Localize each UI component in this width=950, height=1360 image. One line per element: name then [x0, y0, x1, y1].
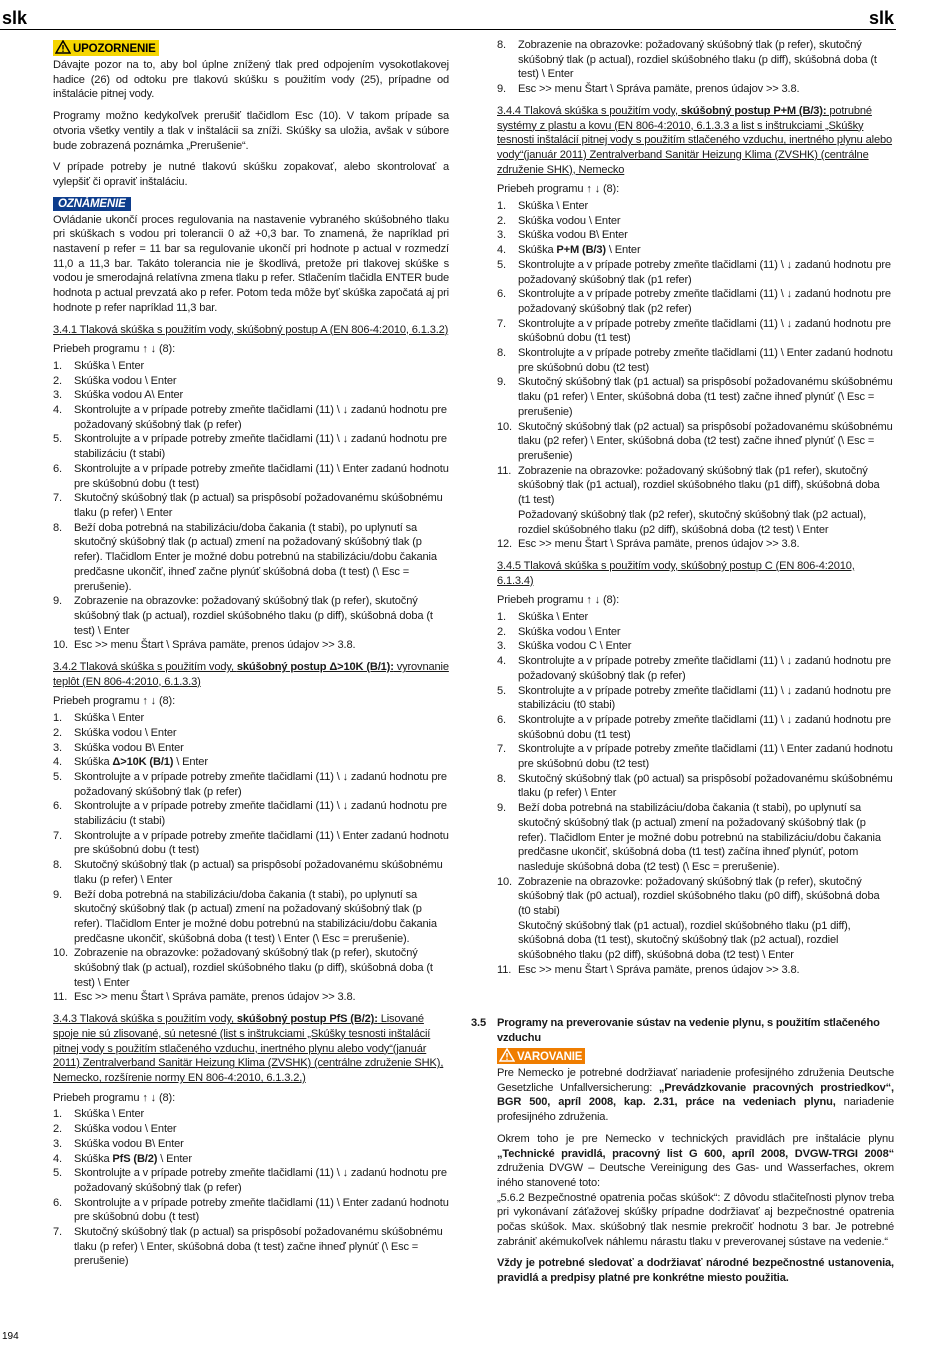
section-344-intro: Priebeh programu ↑ ↓ (8):	[497, 183, 620, 196]
list-item: 1. Skúška \ Enter	[497, 611, 589, 624]
section-344-steps	[497, 199, 894, 552]
list-item: 3. Skúška vodou B\ Enter	[53, 741, 184, 754]
list-item: 6. Skontrolujte a v prípade potreby zmeňte tlačidlami (11) \ Enter zadanú hodnotu pre skúšobnú dobu (t test)	[53, 462, 449, 490]
list-item: 6. Skontrolujte a v prípade potreby zmeňte tlačidlami (11) \ ↓ zadanú hodnotu pre požadovaný skúšobný tlak (p2 refer)	[497, 288, 891, 315]
list-item: 10. Esc >> menu Štart \ Správa pamäte, prenos údajov >> 3.8.	[53, 639, 356, 652]
section-344-title: 3.4.4 Tlaková skúška s použitím vody, skúšobný postup P+M (B/3): potrubné systémy z plastu a kovu (EN 806-4:2010, 6.1.3.3 a list s inštrukciami „Skúšky tesnosti inštalácií pitnej vody s použitím stlačeného vzduchu, inertného plynu alebo vody“(január 2011) Zentralverband Sanitär Heizung Klima (ZVSHK) (centrálne združenie SHK), Nemecko	[497, 104, 893, 176]
list-item: 4. Skontrolujte a v prípade potreby zmeňte tlačidlami (11) \ ↓ zadanú hodnotu pre požadovaný skúšobný tlak (p refer)	[53, 404, 447, 431]
list-item: 8. Zobrazenie na obrazovke: požadovaný skúšobný tlak (p refer), skutočný skúšobný tlak (p actual), rozdiel skúšobného tlaku (p diff), skúšobná doba (t test) \ Enter	[497, 39, 877, 81]
list-item: 10. Zobrazenie na obrazovke: požadovaný skúšobný tlak (p refer), skutočný skúšobný tlak (p0 actual), rozdiel skúšobného tlaku (p0 diff), skúšobná doba (t0 stabi) Skutočný skúšobný tlak (p1 actual), rozdiel skúšobného tlaku (p1 diff), skúšobná doba (t1 test), skutočný skúšobný tlak (p2 actual), rozdiel skúšobného tlaku (p2 diff), skúšobná doba (t2 test) \ Enter	[497, 875, 880, 962]
list-item: 3. Skúška vodou B\ Enter	[497, 229, 628, 242]
list-item: 2. Skúška vodou \ Enter	[497, 625, 621, 638]
list-item: 4. Skúška PfS (B/2) \ Enter	[53, 1152, 192, 1165]
list-item: 8. Beží doba potrebná na stabilizáciu/doba čakania (t stabi), po uplynutí sa skutočný skúšobný tlak (p actual) zmení na požadovaný skúšobný tlak (p refer). Tlačidlom Enter je možné dobu potrebnú na stabilizáciu/dobu čakania predčasne ukončiť, ihneď začne plynúť skúšobná doba (t test) (\ Esc = prerušenie).	[53, 521, 437, 593]
list-item: 4. Skúška P+M (B/3) \ Enter	[497, 244, 641, 257]
section-341-steps	[53, 359, 449, 653]
section-343-title: 3.4.3 Tlaková skúška s použitím vody, skúšobný postup PfS (B/2): Lisované spoje nie sú zlisované, sú netesné (list s inštrukciami „Skúšky tesnosti inštalácií pitnej vody s použitím stlačeného vzduchu, inertného plynu alebo vody“(január 2011) Zentralverband Sanitär Heizung Klima (ZVSHK) (centrálne združenie SHK), Nemecko, rozšírenie normy EN 806-4:2010, 6.1.3.2,)	[53, 1013, 444, 1084]
danger-triangle-icon	[499, 1048, 515, 1062]
section-341-title: 3.4.1 Tlaková skúška s použitím vody, skúšobný postup A (EN 806-4:2010, 6.1.3.2)	[53, 323, 449, 336]
list-item: 4. Skontrolujte a v prípade potreby zmeňte tlačidlami (11) \ ↓ zadanú hodnotu pre požadovaný skúšobný tlak (p refer)	[497, 655, 891, 682]
list-item: 8. Skutočný skúšobný tlak (p0 actual) sa prispôsobí požadovanému skúšobnému tlaku (p refer) \ Enter	[497, 772, 893, 800]
section-345-title: 3.4.5 Tlaková skúška s použitím vody, skúšobný postup C (EN 806-4:2010, 6.1.3.4)	[497, 559, 855, 587]
section-35-heading	[471, 1016, 894, 1045]
list-item: 9. Skutočný skúšobný tlak (p1 actual) sa prispôsobí požadovanému skúšobnému tlaku (p1 refer) \ Enter, skúšobná doba (t1 test) začne ihneď plynúť (\ Esc = prerušenie)	[497, 376, 893, 418]
list-item: 9. Beží doba potrebná na stabilizáciu/doba čakania (t stabi), po uplynutí sa skutočný skúšobný tlak (p actual) zmení na požadovaný skúšobný tlak (p refer). Tlačidlom Enter je možné dobu potrebnú na stabilizáciu/dobu čakania predčasne ukončiť, skúšobná doba (t test) \ Enter (\ Esc = prerušenie).	[53, 888, 437, 945]
list-item: 9. Esc >> menu Štart \ Správa pamäte, prenos údajov >> 3.8.	[497, 83, 800, 96]
danger-text-1: Pre Nemecko je potrebné dodržiavať nariadenie profesijného združenia Deutsche Gesetzliche Unfallversicherung: „Prevádzkovanie pracovných prostriedkov“, BGR 500, apríl 2008, kap. 2.31, práce na vedeniach plynu, nariadenie profesijného združenia.	[497, 1067, 894, 1124]
warning-text-1: Dávajte pozor na to, aby bol úplne znížený tlak pred odpojením vysokotlakovej hadice (26) od odtoku pre tlakovú skúšku s použitím vody (25), prípadne od inštalácie pitnej vody.	[53, 59, 449, 101]
danger-text-2: Okrem toho je pre Nemecko v technických pravidlách pre inštalácie plynu „Technické pravidlá, pracovný list G 600, apríl 2008, DVGW-TRGI 2008“ združenia DVGW – Deutsche Vereinigung des Gas- und Wasserfaches, okrem iného stanovené toto:	[497, 1132, 894, 1189]
notice-badge: OZNÁMENIE	[53, 197, 131, 211]
warning-text-2: Programy možno kedykoľvek prerušiť tlačidlom Esc (10). V takom prípade sa otvoria všetky ventily a tlak v inštalácii sa zníži. Skúšky sa uložia, avšak v súbore bude zobrazená poznámka „Prerušenie“.	[53, 110, 449, 152]
list-item: 7. Skontrolujte a v prípade potreby zmeňte tlačidlami (11) \ Enter zadanú hodnotu pre skúšobnú dobu (t test)	[53, 829, 449, 857]
right-column	[497, 38, 894, 985]
section-341-intro: Priebeh programu ↑ ↓ (8):	[53, 343, 176, 356]
list-item: 5. Skontrolujte a v prípade potreby zmeňte tlačidlami (11) \ ↓ zadanú hodnotu pre požadovaný skúšobný tlak (p1 refer)	[497, 258, 891, 286]
list-item: 2. Skúška vodou \ Enter	[497, 214, 621, 227]
language-code-left: slk	[2, 8, 28, 28]
list-item: 5. Skontrolujte a v prípade potreby zmeňte tlačidlami (11) \ ↓ zadanú hodnotu pre požadovaný skúšobný tlak (p refer)	[53, 770, 447, 798]
danger-label: VAROVANIE	[517, 1051, 583, 1063]
list-item: 11. Esc >> menu Štart \ Správa pamäte, prenos údajov >> 3.8.	[497, 963, 800, 976]
warning-triangle-icon	[55, 40, 71, 54]
header-rule	[0, 29, 896, 30]
warning-badge	[53, 40, 159, 56]
list-item: 7. Skontrolujte a v prípade potreby zmeňte tlačidlami (11) \ Enter zadanú hodnotu pre skúšobnú dobu (t2 test)	[497, 743, 893, 771]
section-35-number: 3.5	[471, 1017, 486, 1029]
warning-text-3: V prípade potreby je nutné tlakovú skúšku zopakovať, alebo skontrolovať a vylepšiť či opraviť inštaláciu.	[53, 161, 449, 188]
list-item: 6. Skontrolujte a v prípade potreby zmeňte tlačidlami (11) \ ↓ zadanú hodnotu pre skúšobnú dobu (t1 test)	[497, 713, 891, 741]
list-item: 11. Zobrazenie na obrazovke: požadovaný skúšobný tlak (p1 refer), skutočný skúšobný tlak (p1 actual), rozdiel skúšobného tlaku (p1 diff), skúšobná doba (t1 test) Požadovaný skúšobný tlak (p2 refer), skutočný skúšobný tlak (p2 actual), rozdiel skúšobného tlaku (p2 diff), skúšobná doba (t2 test) \ Enter	[497, 464, 880, 536]
list-item: 7. Skutočný skúšobný tlak (p actual) sa prispôsobí požadovanému skúšobnému tlaku (p refer) \ Enter	[53, 492, 443, 519]
list-item: 7. Skontrolujte a v prípade potreby zmeňte tlačidlami (11) \ ↓ zadanú hodnotu pre skúšobnú dobu (t1 test)	[497, 317, 891, 345]
section-343-intro: Priebeh programu ↑ ↓ (8):	[53, 1091, 176, 1104]
warning-label: UPOZORNENIE	[73, 43, 156, 55]
list-item: 1. Skúška \ Enter	[497, 200, 589, 213]
danger-text-3: Vždy je potrebné sledovať a dodržiavať národné bezpečnostné ustanovenia, pravidlá a predpisy platné pre konkrétne miesto použitia.	[497, 1257, 894, 1285]
danger-quote: „5.6.2 Bezpečnostné opatrenia počas skúšok“: Z dôvodu stlačiteľnosti plynov treba pri vykonávaní záťažovej skúšky prípadne dodržiavať aj bezpečnostné opatrenia počas skúšok. Max. skúšobný tlak nesmie prekročiť hodnotu 3 bar. Je potrebné zabrániť akémukoľvek náhlemu nárastu tlaku v preverovanej sústave na vedenie.“	[497, 1191, 894, 1248]
list-item: 3. Skúška vodou B\ Enter	[53, 1137, 184, 1150]
section-345-steps	[497, 610, 894, 875]
list-item: 12. Esc >> menu Štart \ Správa pamäte, prenos údajov >> 3.8.	[497, 538, 800, 551]
left-column	[53, 40, 449, 1276]
section-345-steps-end	[497, 875, 894, 978]
list-item: 11. Esc >> menu Štart \ Správa pamäte, prenos údajov >> 3.8.	[53, 991, 356, 1004]
notice-text: Ovládanie ukončí proces regulovania na nastavenie vybraného skúšobného tlaku pri skúškach s vodou pri tolerancii 0 až +0,3 bar. To znamená, že napríklad pri nastavení p refer = 11 bar sa regulovanie ukončí pri hodnote p actual v rozmedzí 11,0 a 11,3 bar. Takáto tolerancia nie je škodlivá, pretože pri tlakovej skúške s vodou je smerodajná relatívna zmena tlaku p refer. Stlačením tlačidla ENTER bude hodnota p actual prevzatá ako p refer. Potom teda môže byť skúška započatá aj pri hodnote p refer napríklad 11,3 bar.	[53, 213, 449, 314]
list-item: 3. Skúška vodou C \ Enter	[497, 640, 632, 653]
section-35-title: Programy na preverovanie sústav na vedenie plynu, s použitím stlačeného vzduchu	[497, 1017, 880, 1044]
list-item: 2. Skúška vodou \ Enter	[53, 374, 177, 387]
section-343-steps	[53, 1107, 449, 1269]
list-item: 8. Skontrolujte a v prípade potreby zmeňte tlačidlami (11) \ Enter zadanú hodnotu pre skúšobnú dobu (t2 test)	[497, 347, 893, 374]
list-item: 2. Skúška vodou \ Enter	[53, 726, 177, 739]
list-item: 3. Skúška vodou A\ Enter	[53, 389, 184, 402]
section-342-intro: Priebeh programu ↑ ↓ (8):	[53, 695, 176, 708]
list-item: 6. Skontrolujte a v prípade potreby zmeňte tlačidlami (11) \ ↓ zadanú hodnotu pre stabilizáciu (t stabi)	[53, 800, 447, 828]
section-342-steps	[53, 711, 449, 1005]
section-342-title: 3.4.2 Tlaková skúška s použitím vody, skúšobný postup Δ>10K (B/1): vyrovnanie teplôt (EN 806-4:2010, 6.1.3.3)	[53, 661, 449, 688]
list-item: 9. Zobrazenie na obrazovke: požadovaný skúšobný tlak (p refer), skutočný skúšobný tlak (p actual), rozdiel skúšobného tlaku (p diff), skúšobná doba (t test) \ Enter	[53, 595, 433, 637]
list-item: 1. Skúška \ Enter	[53, 712, 145, 725]
list-item: 10. Skutočný skúšobný tlak (p2 actual) sa prispôsobí požadovanému skúšobnému tlaku (p2 refer) \ Enter, skúšobná doba (t2 test) začne ihneď plynúť (\ Esc = prerušenie)	[497, 420, 893, 462]
page-number: 194	[2, 1331, 19, 1342]
list-item: 5. Skontrolujte a v prípade potreby zmeňte tlačidlami (11) \ ↓ zadanú hodnotu pre stabilizáciu (t0 stabi)	[497, 684, 891, 712]
list-item: 2. Skúška vodou \ Enter	[53, 1123, 177, 1136]
section-35-body	[497, 1048, 894, 1293]
list-item: 4. Skúška Δ>10K (B/1) \ Enter	[53, 756, 208, 769]
language-code-right: slk	[868, 8, 894, 28]
section-343-steps-cont	[497, 38, 894, 97]
list-item: 5. Skontrolujte a v prípade potreby zmeňte tlačidlami (11) \ ↓ zadanú hodnotu pre stabilizáciu (t stabi)	[53, 433, 447, 461]
list-item: 7. Skutočný skúšobný tlak (p actual) sa prispôsobí požadovanému skúšobnému tlaku (p refer) \ Enter, skúšobná doba (t test) začne ihneď plynúť (\ Esc = prerušenie)	[53, 1226, 443, 1268]
section-345-intro: Priebeh programu ↑ ↓ (8):	[497, 594, 620, 607]
list-item: 1. Skúška \ Enter	[53, 359, 145, 372]
list-item: 5. Skontrolujte a v prípade potreby zmeňte tlačidlami (11) \ ↓ zadanú hodnotu pre požadovaný skúšobný tlak (p refer)	[53, 1167, 447, 1194]
list-item: 1. Skúška \ Enter	[53, 1108, 145, 1121]
list-item: 8. Skutočný skúšobný tlak (p actual) sa prispôsobí požadovanému skúšobnému tlaku (p refer) \ Enter	[53, 859, 443, 886]
danger-badge	[497, 1048, 585, 1064]
list-item: 10. Zobrazenie na obrazovke: požadovaný skúšobný tlak (p refer), skutočný skúšobný tlak (p actual), rozdiel skúšobného tlaku (p diff), skúšobná doba (t test) \ Enter	[53, 947, 433, 989]
list-item: 6. Skontrolujte a v prípade potreby zmeňte tlačidlami (11) \ Enter zadanú hodnotu pre skúšobnú dobu (t test)	[53, 1196, 449, 1224]
list-item: 9. Beží doba potrebná na stabilizáciu/doba čakania (t stabi), po uplynutí sa skutočný skúšobný tlak (p actual) zmení na požadovaný skúšobný tlak (p refer). Tlačidlom Enter je možné dobu potrebnú na stabilizáciu/dobu čakania predčasne ukončiť, skúšobná doba (t1 test) začína ihneď plynúť, potom nasleduje skúšobná doba (t2 test) (\ Esc = prerušenie).	[497, 802, 881, 873]
